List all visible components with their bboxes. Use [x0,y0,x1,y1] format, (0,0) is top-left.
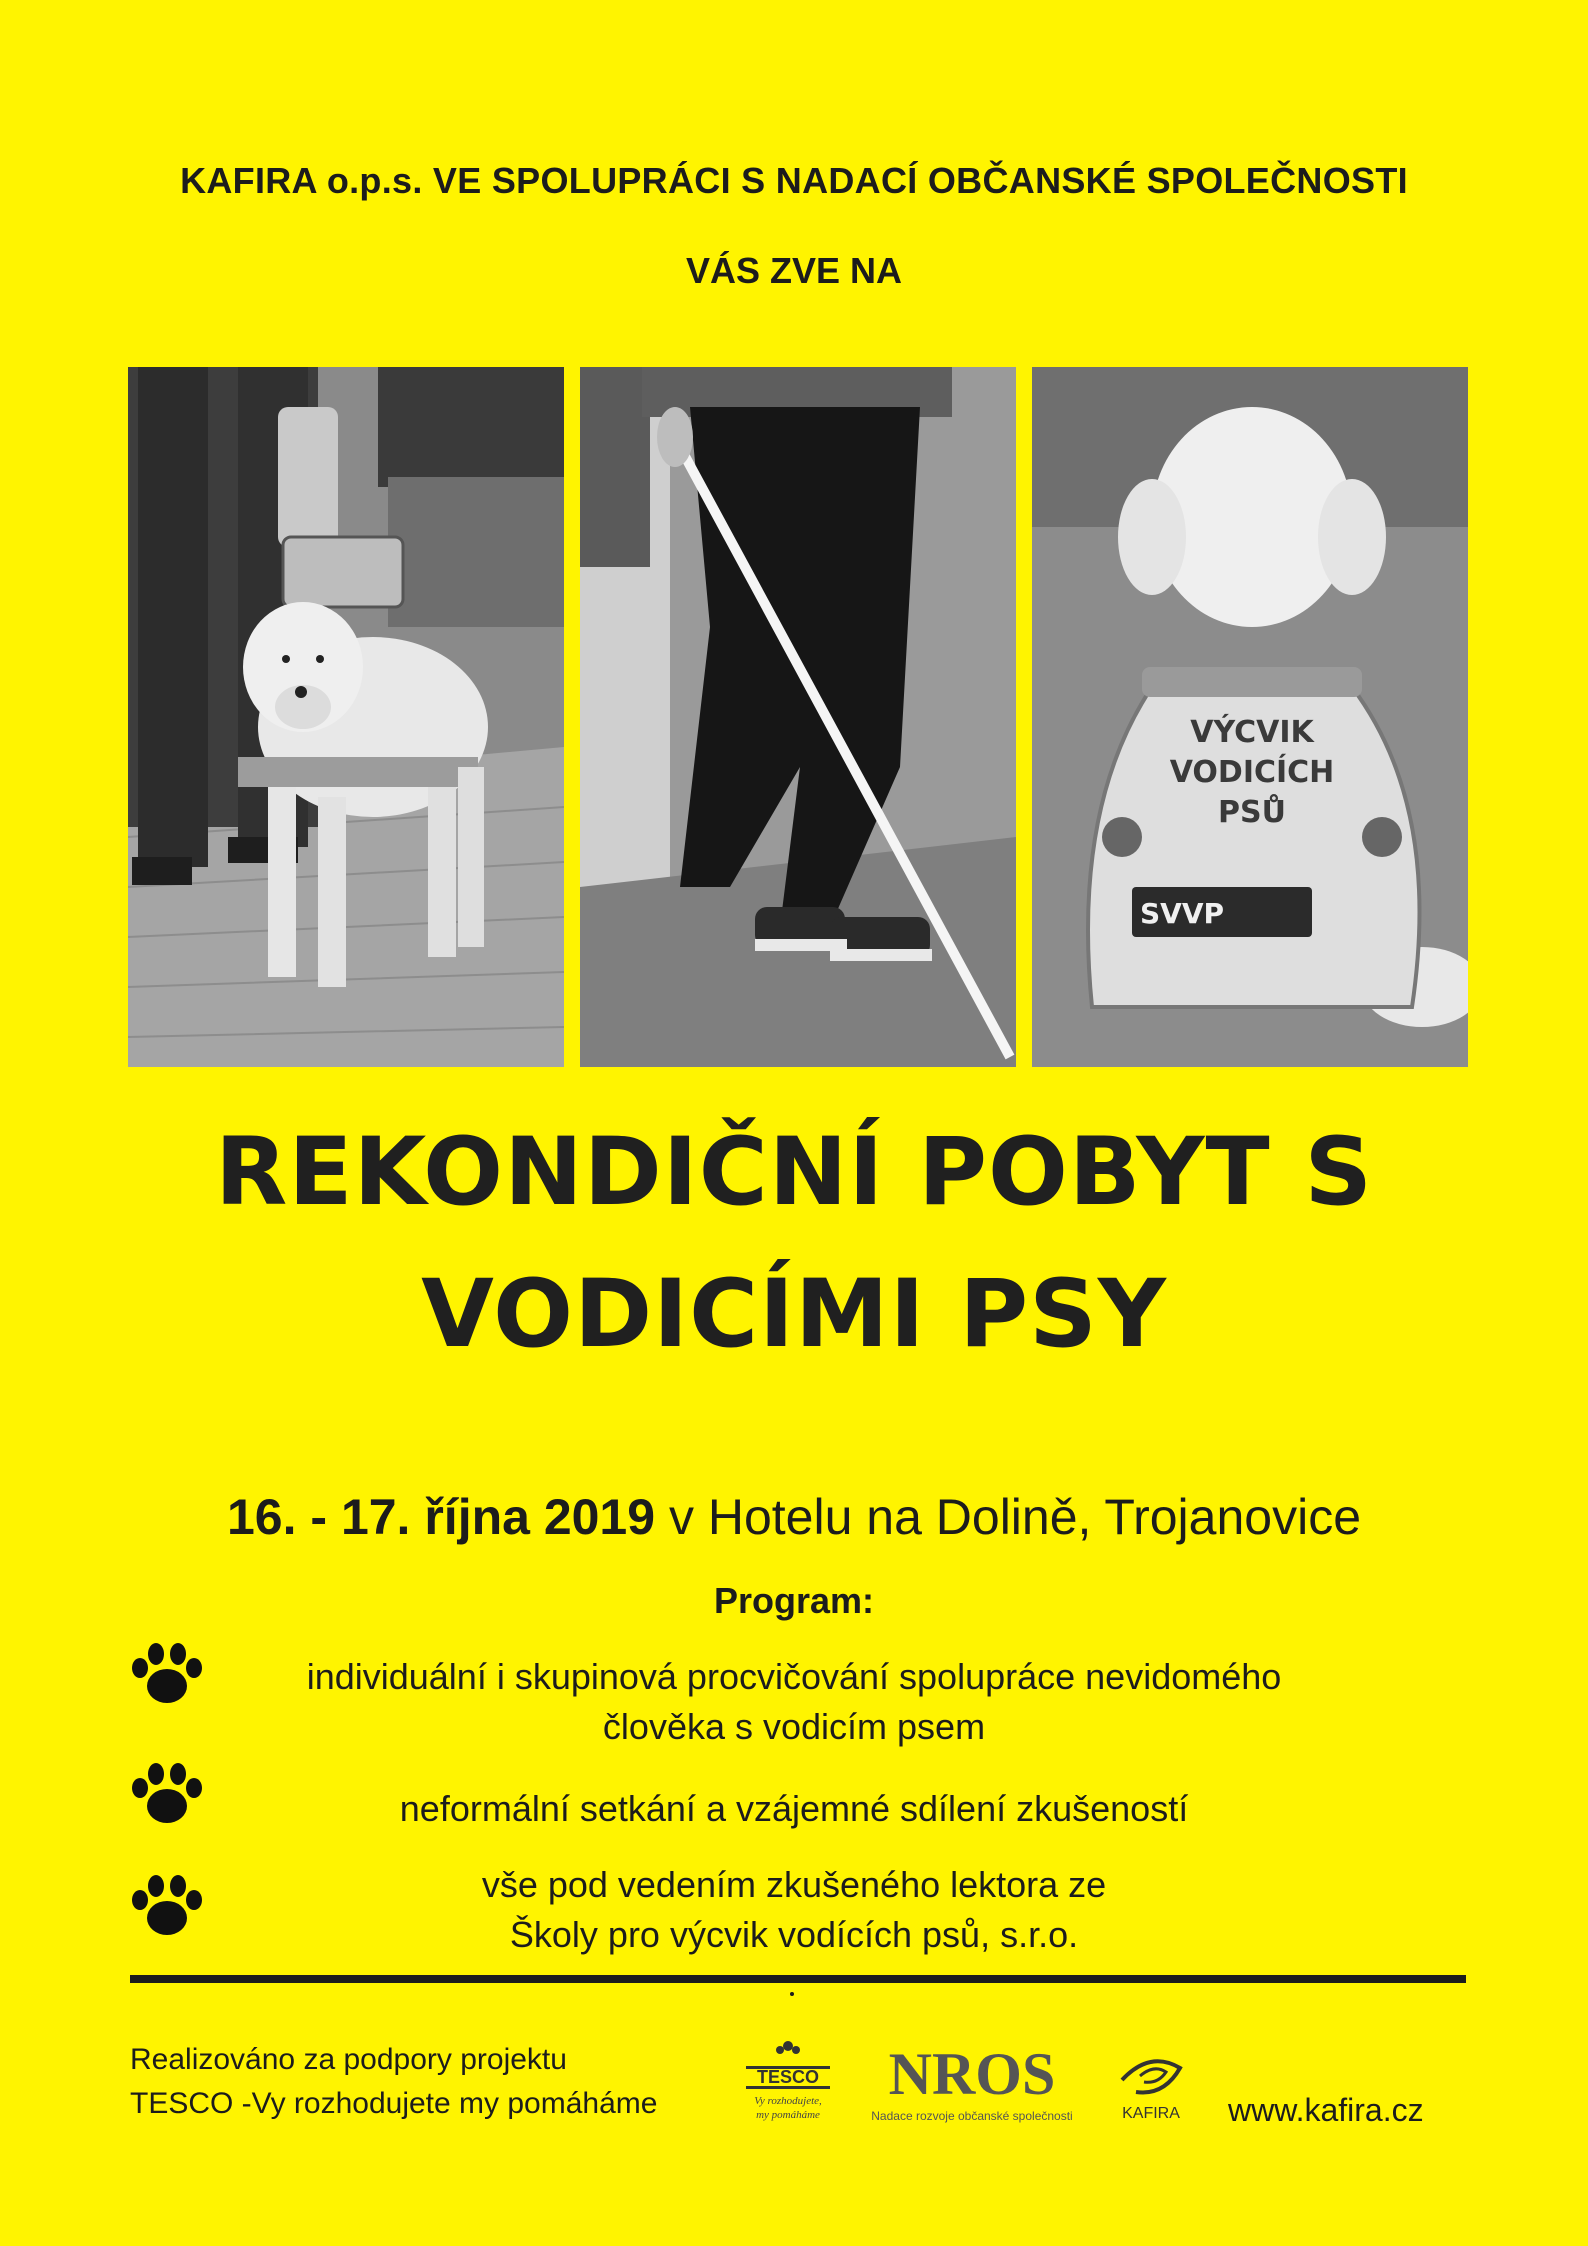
tesco-tagline-2: my pomáháme [756,2109,820,2121]
vest-text-2: VODICÍCH [1169,755,1335,790]
nros-logo [852,2044,1092,2128]
program-item-3 [200,1860,1388,1960]
photo-guide-dog [128,367,564,1067]
website-link[interactable]: www.kafira.cz [1228,2092,1424,2128]
program-item-2-line1: neformální setkání a vzájemné sdílení zkušeností [399,1788,1189,1829]
paw-icon [126,1762,208,1826]
event-title-line2: VODICÍMI PSY [421,1260,1167,1369]
divider [130,1975,1466,1983]
event-date-place [0,1488,1588,1546]
tesco-tagline-1: Vy rozhodujete, [754,2095,822,2107]
program-item-1-line1: individuální i skupinová procvičování spolupráce nevidomého [306,1656,1282,1697]
support-line2: TESCO -Vy rozhodujete my pomáháme [130,2087,658,2120]
program-item-3-line2: Školy pro výcvik vodících psů, s.r.o. [509,1914,1079,1955]
event-title-line1: REKONDIČNÍ POBYT S [214,1118,1374,1227]
vest-text-1: VÝCVIK [1190,715,1314,750]
nros-wordmark: NROS [888,2044,1056,2107]
divider-dot [790,1992,794,1996]
organizer-line: KAFIRA o.p.s. VE SPOLUPRÁCI S NADACÍ OBČANSKÉ SPOLEČNOSTI [180,160,1408,201]
program-item-1-line2: člověka s vodicím psem [602,1706,986,1747]
program-item-3-line1: vše pod vedením zkušeného lektora ze [481,1864,1107,1905]
kafira-wordmark: KAFIRA [1122,2105,1180,2122]
event-place: v Hotelu na Dolině, Trojanovice [655,1489,1361,1545]
tesco-logo [740,2036,836,2128]
paw-icon [126,1874,208,1938]
tesco-wordmark: TESCO [756,2067,820,2087]
photo-puppy-vest [1032,367,1468,1067]
invite-line: VÁS ZVE NA [685,250,903,291]
support-text [130,2038,657,2126]
vest-text-3: PSŮ [1218,795,1286,830]
program-item-1 [200,1652,1388,1752]
event-date: 16. - 17. října 2019 [227,1489,656,1545]
vest-badge: SVVP [1139,897,1225,930]
nros-subtitle: Nadace rozvoje občanské společnosti [871,2109,1073,2123]
support-line1: Realizováno za podpory projektu [130,2043,567,2076]
photo-white-cane [580,367,1016,1067]
program-item-2 [200,1784,1388,1834]
program-heading: Program: [713,1580,875,1621]
paw-icon [126,1642,208,1706]
kafira-logo [1110,2046,1192,2128]
